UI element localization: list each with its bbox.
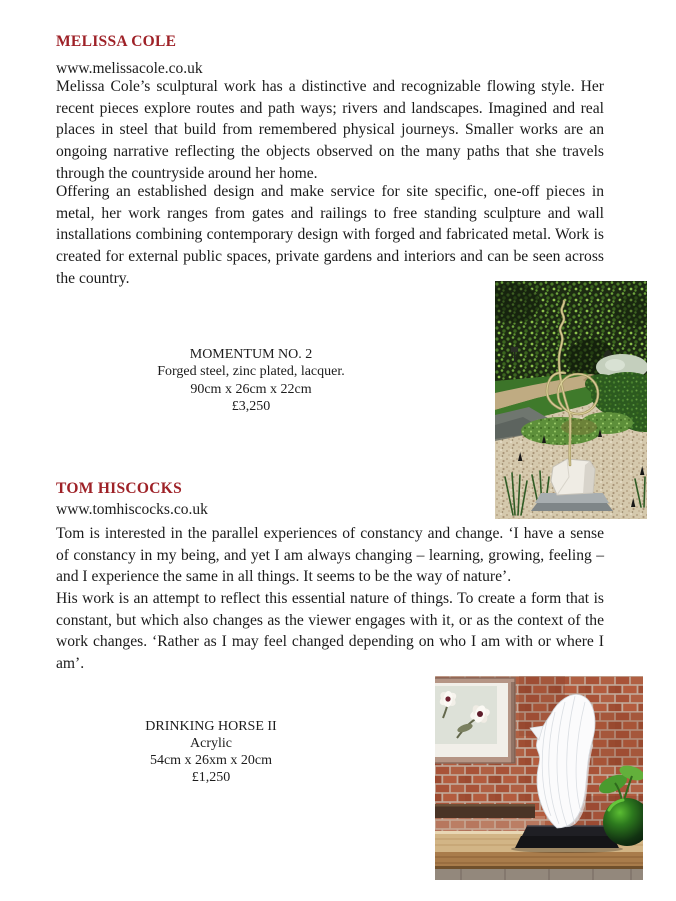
artwork-medium: Forged steel, zinc plated, lacquer. [157, 364, 345, 380]
artwork-dimensions: 90cm x 26cm x 22cm [190, 381, 312, 397]
artwork-caption [56, 718, 366, 786]
artist-bio-paragraph: His work is an attempt to reflect this essential nature of things. To create a form that is constant, but which also changes as the viewer engages with it, or as the context of the work changes. ‘Rather as I may feel changed depending on who I am with or where I am’. [56, 590, 604, 673]
artwork-caption [56, 346, 446, 416]
artist-name-heading: MELISSA COLE [56, 33, 177, 50]
artwork-dimensions: 54cm x 26xm x 20cm [149, 753, 273, 768]
artwork-price: £1,250 [191, 770, 231, 785]
garden-sign [511, 347, 518, 352]
artwork-title: DRINKING HORSE II [145, 719, 277, 734]
artist-bio-paragraph: Offering an established design and make service for site specific, one-off pieces in metal, her work ranges from gates and railings to free standing sculpture and wall installations combining contemporary design with forged and fabricated metal. Work is created for external public spaces, private gardens and interiors and can be seen across the country. [56, 183, 604, 287]
magnolia-frame [435, 678, 515, 763]
artist-bio-paragraph: Tom is interested in the parallel experiences of constancy and change. ‘I have a sense of constancy in my being, and yet I am always changing – learning, growing, feeling – and I experience the same in all things. It seems to be the way of nature’. [56, 525, 604, 586]
interior-scene [435, 676, 643, 880]
artwork-medium: Acrylic [190, 736, 232, 751]
artist-name-heading: TOM HISCOCKS [56, 480, 183, 497]
sculpture-base [515, 826, 619, 848]
artwork-title: MOMENTUM NO. 2 [189, 347, 313, 362]
artist-bio-paragraph: Melissa Cole’s sculptural work has a distinctive and recognizable flowing style. Her recent pieces explore routes and path ways; rivers and landscapes. Imagined and real places in steel that build from remembered physical journeys. Smaller works are an ongoing narrative reflecting the objects observed on the many paths that she travels through the countryside around her home. [56, 78, 604, 182]
artist-website-link[interactable]: www.melissacole.co.uk [56, 60, 203, 77]
artist-website-link[interactable]: www.tomhiscocks.co.uk [56, 501, 208, 518]
artwork-price: £3,250 [231, 399, 271, 415]
artwork-photo-drinking-horse [435, 676, 643, 880]
